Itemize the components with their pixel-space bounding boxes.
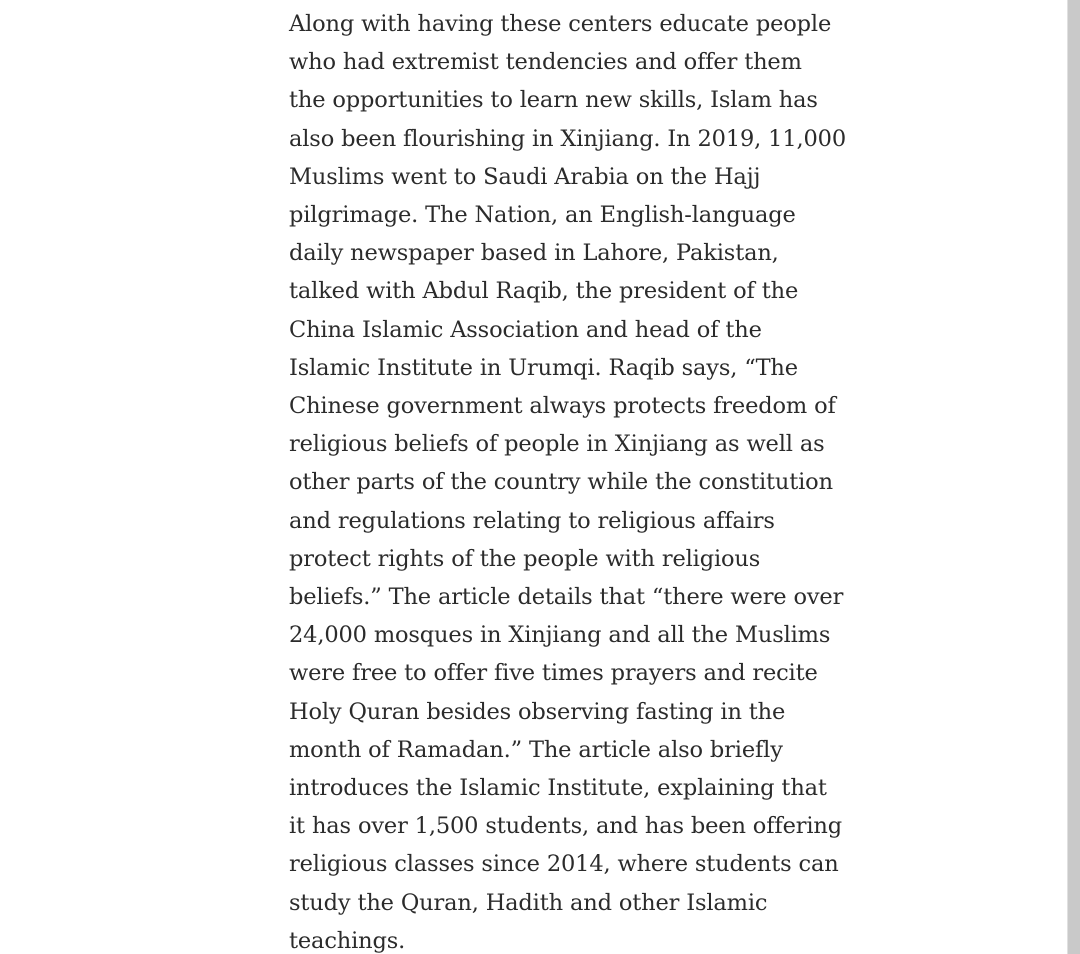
article-line: were free to offer five times prayers and recite bbox=[289, 660, 818, 687]
article-line: it has over 1,500 students, and has been offering bbox=[289, 813, 842, 840]
article-line: talked with Abdul Raqib, the president of the bbox=[289, 278, 799, 305]
article-line: beliefs.” The article details that “there were over bbox=[289, 584, 844, 611]
article-line: Islamic Institute in Urumqi. Raqib says, “The bbox=[289, 354, 798, 381]
article-line: month of Ramadan.” The article also briefly bbox=[289, 736, 783, 763]
article-line: who had extremist tendencies and offer them bbox=[289, 49, 802, 76]
article-line: Muslims went to Saudi Arabia on the Hajj bbox=[289, 163, 761, 190]
vertical-scrollbar[interactable] bbox=[1068, 0, 1080, 954]
article-line: Holy Quran besides observing fasting in the bbox=[289, 698, 786, 725]
article-paragraph bbox=[289, 5, 846, 954]
article-line: Along with having these centers educate people bbox=[289, 11, 832, 37]
article-line: introduces the Islamic Institute, explaining that bbox=[289, 775, 827, 802]
article-line: protect rights of the people with religious bbox=[289, 545, 761, 572]
article-line: daily newspaper based in Lahore, Pakistan, bbox=[289, 240, 779, 267]
article-line: teachings. bbox=[289, 927, 406, 954]
article-line: 24,000 mosques in Xinjiang and all the Muslims bbox=[289, 622, 831, 649]
article-line: pilgrimage. The Nation, an English-language bbox=[289, 202, 796, 229]
article-line: also been flourishing in Xinjiang. In 2019, 11,000 bbox=[289, 125, 846, 152]
article-line: religious classes since 2014, where students can bbox=[289, 851, 839, 878]
article-line: China Islamic Association and head of the bbox=[289, 316, 762, 343]
article-line: other parts of the country while the constitution bbox=[289, 469, 833, 496]
article-line: Chinese government always protects freedom of bbox=[289, 393, 836, 420]
article-line: and regulations relating to religious affairs bbox=[289, 507, 775, 534]
article-line: religious beliefs of people in Xinjiang as well as bbox=[289, 431, 825, 458]
article-line: study the Quran, Hadith and other Islamic bbox=[289, 889, 768, 916]
article-line: the opportunities to learn new skills, Islam has bbox=[289, 87, 818, 114]
